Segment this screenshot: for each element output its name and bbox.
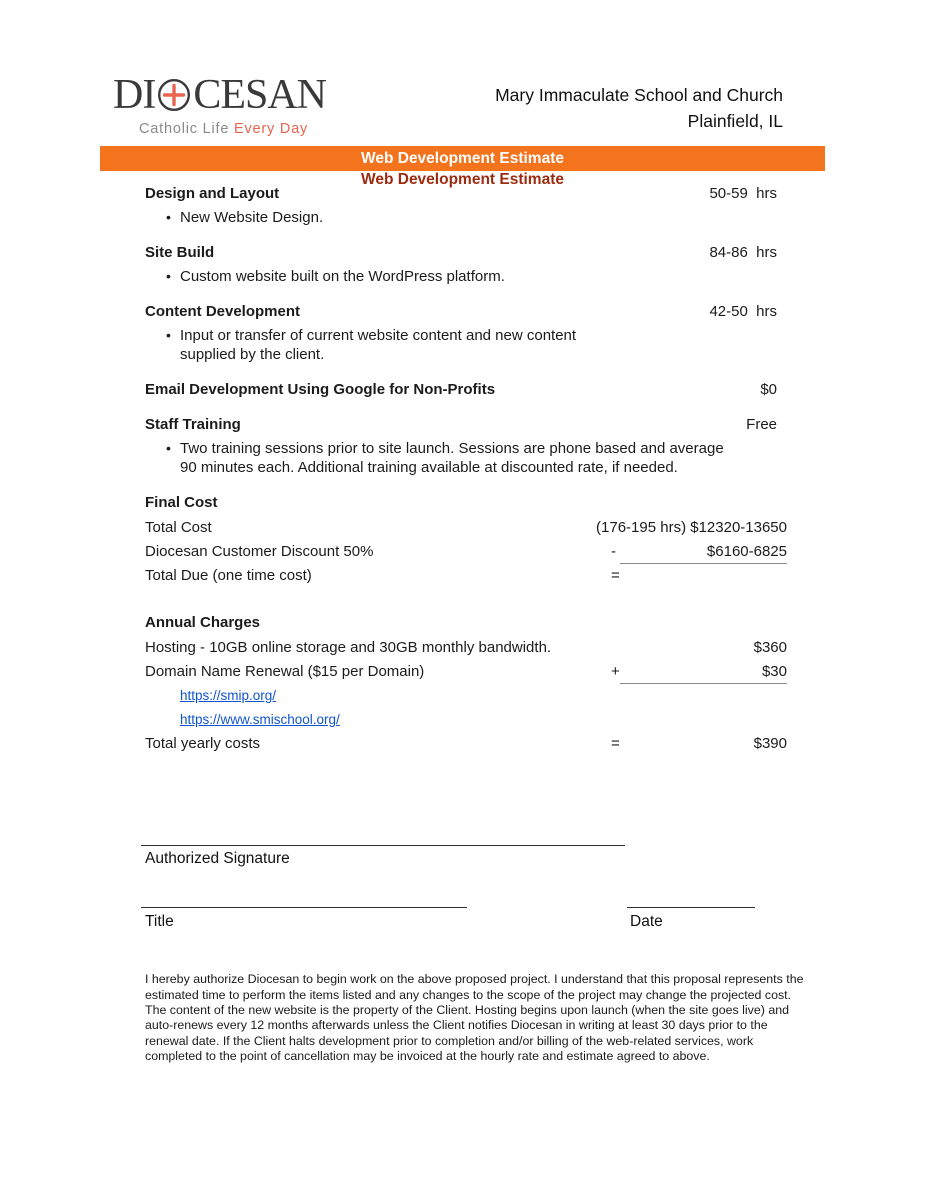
domain-link-row — [145, 685, 787, 709]
hosting-row — [145, 637, 787, 661]
row-label: Total Due (one time cost) — [145, 567, 312, 584]
equals-operator: = — [611, 735, 620, 752]
bullet-item: • Custom website built on the WordPress platform. — [180, 267, 787, 286]
section-heading: Design and Layout — [145, 185, 280, 202]
client-info — [495, 82, 783, 134]
equals-operator: = — [611, 567, 620, 584]
date-signature-line — [627, 907, 755, 908]
total-yearly-row — [145, 733, 787, 757]
tagline-accent: Every Day — [234, 121, 309, 137]
client-name: Mary Immaculate School and Church — [495, 85, 783, 105]
diocesan-logo — [113, 74, 326, 137]
minus-operator: - — [611, 543, 616, 560]
section-heading: Content Development — [145, 303, 301, 320]
title-label: Title — [145, 913, 174, 930]
section-design-and-layout — [145, 184, 787, 227]
bullet-item: • Two training sessions prior to site launch. Sessions are phone based and average 90 minutes each. Additional training available at discounted rate, if needed. — [180, 439, 732, 477]
wordmark-right: CESAN — [193, 72, 327, 118]
row-value: $30 — [620, 663, 787, 684]
date-label: Date — [630, 913, 663, 930]
banner-ghost-text: Web Development Estimate — [361, 171, 564, 188]
tagline-gray: Catholic Life — [139, 121, 235, 137]
row-label: Total yearly costs — [145, 735, 261, 752]
section-email-development — [145, 380, 787, 399]
link-smischool[interactable]: https://www.smischool.org/ — [180, 712, 340, 727]
section-hours: 42-50 hrs — [709, 303, 777, 320]
client-location: Plainfield, IL — [687, 111, 783, 131]
annual-charges-block — [145, 613, 787, 757]
section-staff-training — [145, 415, 787, 477]
section-heading: Staff Training — [145, 416, 241, 433]
row-value: (176-195 hrs) $12320-13650 — [596, 519, 787, 536]
link-smip[interactable]: https://smip.org/ — [180, 688, 277, 703]
section-hours: 50-59 hrs — [709, 185, 777, 202]
section-content-development — [145, 302, 787, 364]
section-cost: $0 — [760, 381, 777, 398]
cross-circle-icon — [157, 78, 191, 112]
logo-tagline — [113, 121, 326, 137]
domain-renewal-row — [145, 661, 787, 685]
annual-charges-heading: Annual Charges — [145, 614, 261, 631]
row-value: $360 — [753, 639, 787, 656]
diocesan-wordmark — [113, 74, 326, 116]
discount-row — [145, 541, 787, 565]
section-cost: Free — [746, 416, 777, 433]
authorized-signature-line — [141, 845, 625, 846]
final-cost-block — [145, 493, 787, 589]
title-signature-line — [141, 907, 467, 908]
authorized-signature-label: Authorized Signature — [145, 850, 290, 867]
section-heading: Email Development Using Google for Non-Profits — [145, 381, 496, 398]
section-site-build — [145, 243, 787, 286]
row-label: Total Cost — [145, 519, 212, 536]
bullet-item: • New Website Design. — [180, 208, 787, 227]
banner-title: Web Development Estimate — [361, 150, 564, 167]
final-cost-heading: Final Cost — [145, 494, 218, 511]
terms-paragraph: I hereby authorize Diocesan to begin work on the above proposed project. I understand that this proposal represents the estimated time to perform the items listed and any changes to the scope of the project may change the projected cost. The content of the new website is the property of the Client. Hosting begins upon launch (when the site goes live) and auto-renews every 12 months afterwards unless the Client notifies Diocesan in writing at least 30 days prior to the renewal date. If the Client halts development prior to completion and/or billing of the web-related services, work completed to the point of cancellation may be invoiced at the hourly rate and estimate agreed to above. — [145, 972, 804, 1063]
estimate-banner — [100, 146, 825, 188]
bullet-item: • Input or transfer of current website content and new content supplied by the client. — [180, 326, 622, 364]
estimate-body — [145, 178, 787, 757]
row-label: Hosting - 10GB online storage and 30GB monthly bandwidth. — [145, 639, 552, 656]
row-label: Diocesan Customer Discount 50% — [145, 543, 374, 560]
row-value: $390 — [753, 735, 787, 752]
row-label: Domain Name Renewal ($15 per Domain) — [145, 663, 425, 680]
domain-link-row — [145, 709, 787, 733]
section-hours: 84-86 hrs — [709, 244, 777, 261]
row-value: $6160-6825 — [620, 543, 787, 564]
plus-operator: + — [611, 663, 620, 680]
total-cost-row — [145, 517, 787, 541]
section-heading: Site Build — [145, 244, 215, 261]
total-due-row — [145, 565, 787, 589]
wordmark-left: DI — [113, 72, 156, 118]
